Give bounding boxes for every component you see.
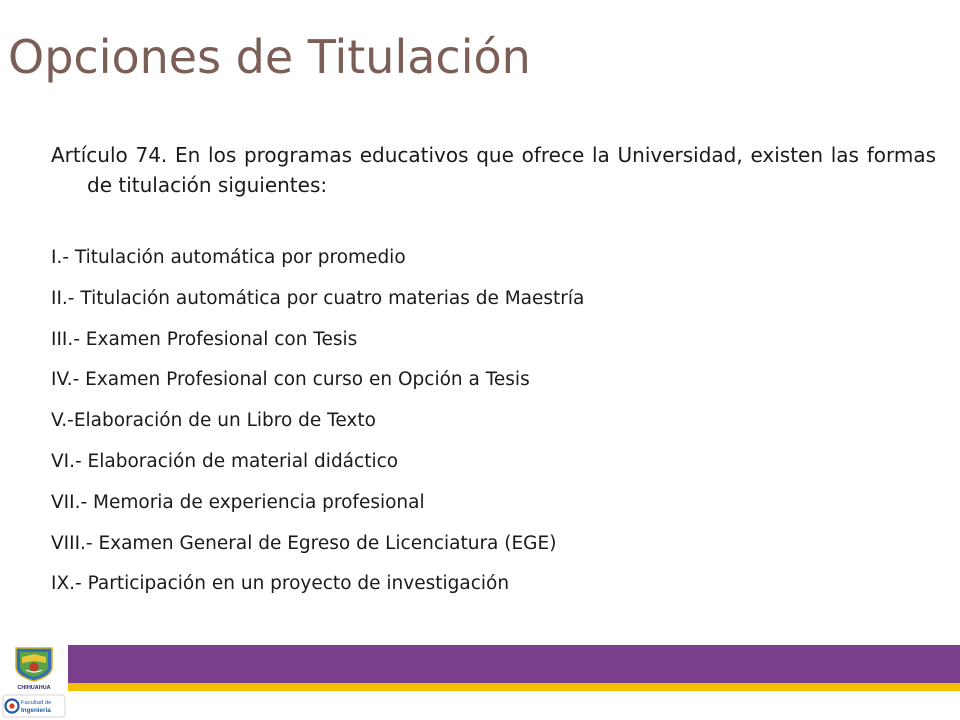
titulacion-options-list — [51, 238, 921, 605]
option-item-7: VII.- Memoria de experiencia profesional — [51, 491, 425, 513]
svg-text:Facultad de: Facultad de — [21, 700, 52, 706]
option-item-4: IV.- Examen Profesional con curso en Opción a Tesis — [51, 369, 530, 391]
faculty-engineering-logo — [2, 693, 66, 719]
option-item-1: I.- Titulación automática por promedio — [51, 247, 406, 268]
option-item-2: II.- Titulación automática por cuatro materias de Maestría — [51, 287, 585, 309]
svg-text:Ingeniería: Ingeniería — [21, 707, 51, 714]
footer-white-strip — [0, 691, 960, 720]
footer-purple-bar — [0, 645, 960, 683]
svg-text:CHIHUAHUA: CHIHUAHUA — [17, 685, 51, 691]
article-intro-text: Artículo 74. En los programas educativos que ofrece la Universidad, existen las formas de titulación siguientes: — [51, 143, 936, 197]
footer-logo-panel — [0, 645, 68, 720]
option-item-3: III.- Examen Profesional con Tesis — [51, 328, 358, 350]
option-item-5: V.-Elaboración de un Libro de Texto — [51, 410, 376, 432]
university-seal-logo — [2, 645, 66, 691]
option-item-6: VI.- Elaboración de material didáctico — [51, 450, 399, 472]
slide-title: Opciones de Titulación — [8, 30, 531, 84]
option-item-9: IX.- Participación en un proyecto de investigación — [51, 573, 510, 595]
footer-band — [0, 645, 960, 720]
option-item-8: VIII.- Examen General de Egreso de Licenciatura (EGE) — [51, 532, 557, 554]
footer-gold-bar — [0, 683, 960, 691]
